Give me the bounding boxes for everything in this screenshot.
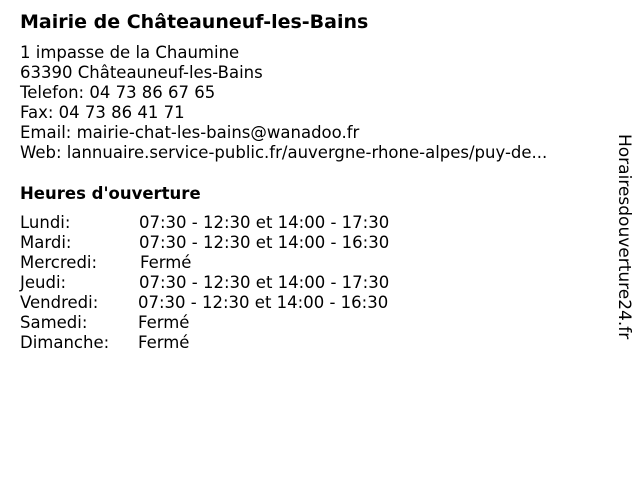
site-watermark	[612, 134, 634, 344]
day-hours: Fermé	[140, 253, 192, 272]
site-watermark-text: Horairesdouverture24.fr	[614, 134, 634, 340]
opening-hours-heading: Heures d'ouverture	[20, 184, 201, 203]
website-address: Web: lannuaire.service-public.fr/auvergne-rhone-alpes/puy-de...	[20, 143, 548, 162]
day-hours: 07:30 - 12:30 et 14:00 - 16:30	[138, 293, 389, 312]
address-city: 63390 Châteauneuf-les-Bains	[20, 63, 263, 82]
day-label: Mardi:	[20, 233, 72, 252]
email-address: Email: mairie-chat-les-bains@wanadoo.fr	[20, 123, 360, 142]
day-hours: Fermé	[138, 333, 190, 352]
day-hours: 07:30 - 12:30 et 14:00 - 16:30	[139, 233, 390, 252]
day-label: Jeudi:	[20, 273, 67, 292]
day-hours: 07:30 - 12:30 et 14:00 - 17:30	[139, 273, 390, 292]
day-label: Lundi:	[20, 213, 71, 232]
day-label: Samedi:	[20, 313, 88, 332]
day-label: Dimanche:	[20, 333, 110, 352]
day-hours: Fermé	[138, 313, 190, 332]
fax-number: Fax: 04 73 86 41 71	[20, 103, 185, 122]
day-label: Vendredi:	[20, 293, 99, 312]
page-title: Mairie de Châteauneuf-les-Bains	[20, 11, 369, 33]
day-label: Mercredi:	[20, 253, 98, 272]
phone-number: Telefon: 04 73 86 67 65	[20, 83, 216, 102]
day-hours: 07:30 - 12:30 et 14:00 - 17:30	[139, 213, 390, 232]
address-street: 1 impasse de la Chaumine	[20, 43, 240, 62]
contact-block	[20, 43, 547, 163]
